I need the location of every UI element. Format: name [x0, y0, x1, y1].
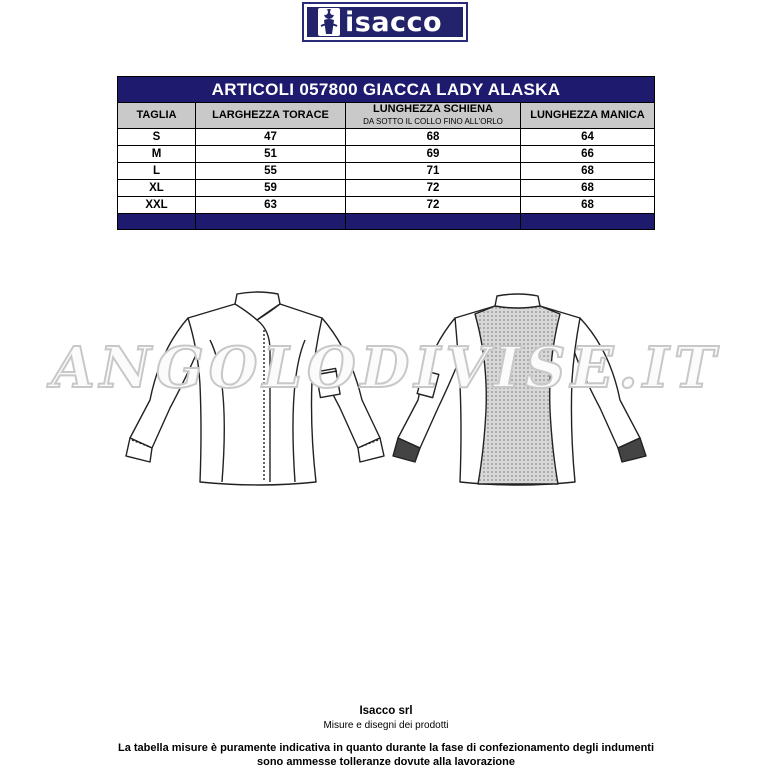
company-name: Isacco srl [359, 705, 413, 717]
chef-emblem-icon [309, 6, 349, 38]
table-row [118, 129, 655, 146]
sleeve-length-cell: 68 [521, 180, 655, 197]
sleeve-length-cell: 66 [521, 146, 655, 163]
size-table [117, 76, 655, 230]
chest-width-cell: 51 [196, 146, 346, 163]
table-row [118, 180, 655, 197]
column-header: TAGLIA [118, 103, 196, 129]
disclaimer [0, 741, 772, 769]
column-header: LUNGHEZZA MANICA [521, 103, 655, 129]
table-row [118, 197, 655, 214]
size-cell: M [118, 146, 196, 163]
column-header: LUNGHEZZA SCHIENA DA SOTTO IL COLLO FINO ALL'ORLO [346, 103, 521, 129]
size-cell: L [118, 163, 196, 180]
jacket-drawings [110, 290, 670, 490]
back-length-cell: 69 [346, 146, 521, 163]
chest-width-cell: 47 [196, 129, 346, 146]
sleeve-length-cell: 64 [521, 129, 655, 146]
disclaimer-line: sono ammesse tolleranze dovute alla lavorazione [257, 756, 515, 768]
size-cell: XXL [118, 197, 196, 214]
chest-width-cell: 63 [196, 197, 346, 214]
table-row [118, 163, 655, 180]
sleeve-length-cell: 68 [521, 163, 655, 180]
table-footer-bar [118, 214, 655, 230]
column-header: LARGHEZZA TORACE [196, 103, 346, 129]
logo-wordmark: isacco [345, 6, 443, 38]
jacket-back-drawing [393, 294, 646, 485]
size-cell: XL [118, 180, 196, 197]
table-title-row [118, 77, 655, 103]
back-length-cell: 71 [346, 163, 521, 180]
watermark-text: ANGOLODIVISE.IT [51, 335, 721, 401]
table-row [118, 146, 655, 163]
chest-width-cell: 59 [196, 180, 346, 197]
disclaimer-line: La tabella misure è puramente indicativa in quanto durante la fase di confezionamento degli indumenti [117, 742, 655, 754]
brand-logo [302, 2, 468, 42]
table-header-row [118, 103, 655, 129]
back-length-cell: 72 [346, 197, 521, 214]
back-length-cell: 68 [346, 129, 521, 146]
chest-width-cell: 55 [196, 163, 346, 180]
table-title: ARTICOLI 057800 GIACCA LADY ALASKA [118, 77, 655, 103]
column-subheader: DA SOTTO IL COLLO FINO ALL'ORLO [363, 117, 503, 126]
sleeve-length-cell: 68 [521, 197, 655, 214]
jacket-front-drawing [126, 292, 384, 485]
back-length-cell: 72 [346, 180, 521, 197]
size-cell: S [118, 129, 196, 146]
company-tagline: Misure e disegni dei prodotti [323, 720, 449, 731]
